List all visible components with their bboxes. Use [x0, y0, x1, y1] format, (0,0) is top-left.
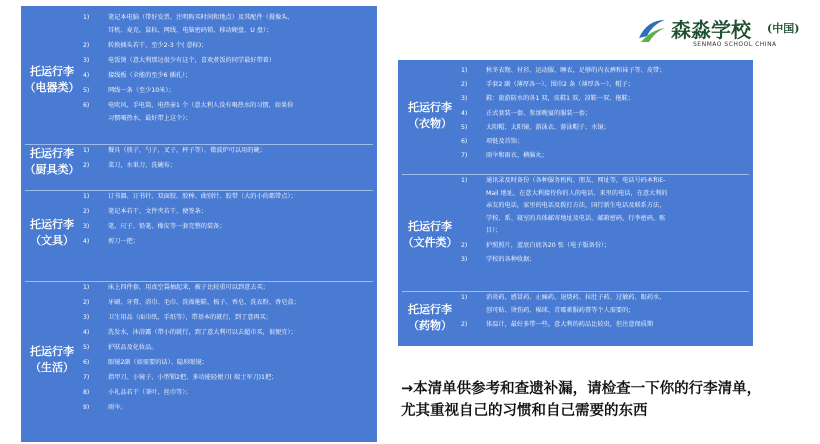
category-label: 托运行李 （电器类）: [24, 65, 80, 94]
item-text: 项链及首饰；: [486, 138, 524, 145]
item-text: 体温计，最好多带一些，意大利的药品比较贵，但注意保质期: [486, 320, 654, 328]
category-label: 托运行李 （厨具类）: [24, 147, 80, 176]
item-text: 餐具（筷子，勺子，叉子，杯子等）、微波炉可以用的碗；: [108, 147, 266, 154]
item-number: 5): [461, 123, 468, 131]
item-text: 笔记本若干、文件夹若干、便签条；: [108, 208, 207, 215]
item-text: 指甲刀、小镜子、小型锁2把、多功能轻便刀( 瑞士军刀)1把；: [108, 374, 278, 381]
item-number: 1): [461, 294, 468, 301]
item-text: 亲友的电话，家里的电话及拨打方法，国行新生电话及联系方法，: [486, 202, 666, 210]
item-number: 3): [83, 57, 90, 65]
item-text: 护照照片，蓝底白底各20 张（电子版备份）；: [486, 241, 611, 249]
item-text: 菜刀，水果刀、洗碗布；: [108, 162, 177, 169]
item-text: 订书器、订书针、双面胶、胶棒、曲别针、胶带（大的小的都带点）；: [108, 193, 297, 200]
item-number: 4): [83, 329, 90, 336]
item-number: 8): [83, 389, 90, 396]
section-divider: [25, 190, 373, 191]
item-number: 6): [83, 102, 90, 110]
item-number: 3): [83, 223, 90, 230]
item-number: 5): [83, 344, 90, 351]
category-label: 托运行李 （衣物）: [408, 101, 452, 130]
section-divider: [402, 174, 749, 175]
category-label: 托运行李 （文具）: [30, 218, 74, 247]
logo-suffix: (中国): [767, 22, 800, 35]
item-text: 创可贴、烫伤药、棉球、青霉素服药膏等个人需要的；: [486, 306, 635, 314]
section-divider: [25, 144, 373, 145]
item-text: 耳机、麦克、鼠标、网线、电脑密码锁、移动硬盘、U 盘）；: [108, 27, 273, 35]
item-number: 6): [83, 359, 90, 366]
item-text: 护肤品及化妆品。: [108, 344, 158, 351]
item-number: 4): [83, 72, 90, 80]
item-text: 学校、系、寝室的具体邮寄地址及电话，邮箱密码，行李密码，账: [486, 214, 666, 222]
item-text: 电吹风、手电筒、电热壶1 个（意大利人没有喝热水的习惯，如果你: [108, 102, 294, 110]
item-text: 剪刀一把；: [108, 238, 139, 245]
item-text: 牙刷、牙膏、浴巾、毛巾、洗澡拖鞋、梳子、香皂、洗衣粉、香皂盒；: [108, 299, 300, 306]
item-number: 1): [83, 14, 90, 21]
item-text: 笔记本电脑（带好发票，注明购买时间和地点）及其配件（摄像头、: [108, 14, 294, 21]
item-text: 太阳帽、太阳镜、游泳衣、游泳帽子、水镜；: [486, 123, 610, 131]
item-number: 1): [83, 193, 90, 200]
left-checklist-panel: [21, 6, 377, 442]
category-label: 托运行李 （药物）: [408, 303, 452, 332]
item-text: 眼镜2副（如需要的话）、隐形眼镜；: [108, 359, 208, 366]
item-number: 3): [83, 314, 90, 321]
item-number: 3): [461, 255, 468, 263]
item-text: 通讯录及时备份（各种服务机构、朋友、网址等，电话号码本和E-: [486, 177, 666, 184]
item-text: 洗发水，沐浴露（带小的就行，到了意大利可以去超市买，很便宜）；: [108, 329, 297, 336]
item-text: 接线板（全能的至少6 插孔）；: [108, 72, 192, 80]
item-number: 1): [461, 177, 468, 184]
logo-swoosh-icon: [637, 16, 667, 44]
item-number: 2): [461, 241, 468, 249]
section-divider: [402, 291, 749, 292]
item-number: 5): [83, 87, 90, 95]
item-number: 3): [461, 95, 468, 103]
category-label: 托运行李 （文件类）: [402, 220, 458, 249]
item-number: 1): [83, 284, 90, 291]
item-text: 床上四件套，用真空袋抽起来，被子比较重可以到意去买；: [108, 284, 269, 291]
item-text: 目）；: [486, 227, 502, 235]
item-text: 卫生用品（面巾纸，手纸等），带基本的就行，到了意再买；: [108, 314, 272, 321]
item-text: 秋冬衣物、衬衫、运动服、睡衣、足够的内衣裤和袜子等、皮带；: [486, 67, 666, 74]
item-number: 6): [461, 138, 468, 145]
item-text: 雨伞和雨衣、横脑丸；: [486, 152, 548, 160]
item-text: 转换插头若干，至少2-3 个( 意标)；: [108, 42, 208, 50]
item-number: 7): [83, 374, 90, 381]
item-text: 学校的各种收据；: [486, 255, 536, 263]
item-number: 2): [83, 208, 90, 215]
item-text: Mail 地址，在意大利接待你的人的电话，来里的电话，在意大利的: [486, 189, 668, 197]
item-number: 4): [83, 238, 90, 245]
right-checklist-panel: [398, 60, 753, 346]
item-text: 鞋：旅游防水的各1 双，皮鞋1 双，凉鞋一双、拖鞋；: [486, 95, 634, 103]
item-text: 笔、尺子、铅笔、橡皮等一套完整的装备；: [108, 223, 226, 230]
item-number: 2): [461, 81, 468, 89]
logo-english: SENMAO SCHOOL CHINA: [693, 41, 777, 48]
item-text: 正式套装一套、参加晚宴的服装一套；: [486, 109, 592, 117]
item-number: 1): [83, 147, 90, 154]
item-text: 雨伞。: [108, 404, 127, 411]
logo-name: 森淼学校: [671, 18, 751, 42]
item-number: 4): [461, 109, 468, 117]
item-text: 消炎药、感冒药、止痛药、退烧药、拉肚子药、过敏药、眼药水、: [486, 294, 666, 301]
item-number: 2): [83, 299, 90, 306]
item-text: 电饭煲（意大利那边很少有这个，喜欢煮饭的同学最好带着）: [108, 57, 276, 65]
item-number: 2): [83, 42, 90, 50]
category-label: 托运行李 （生活）: [30, 345, 74, 374]
item-text: 习惯喝热水，最好带上这个）；: [108, 115, 192, 123]
item-text: 网线一条（至少10米）；: [108, 87, 175, 95]
item-number: 7): [461, 152, 468, 160]
section-divider: [25, 281, 373, 282]
item-text: 手套2 副（薄厚各一）、围巾2 条（薄厚各一）、帽子；: [486, 81, 634, 89]
item-number: 1): [461, 67, 468, 74]
reminder-note: →本清单供参考和查遗补漏，请检查一下你的行李清单，尤其重视自己的习惯和自己需要的东西: [401, 381, 762, 419]
item-number: 2): [461, 320, 468, 328]
item-number: 9): [83, 404, 90, 411]
school-logo: [637, 14, 817, 54]
item-text: 小礼品若干（茶叶、丝巾等）；: [108, 389, 192, 396]
item-number: 2): [83, 162, 90, 169]
